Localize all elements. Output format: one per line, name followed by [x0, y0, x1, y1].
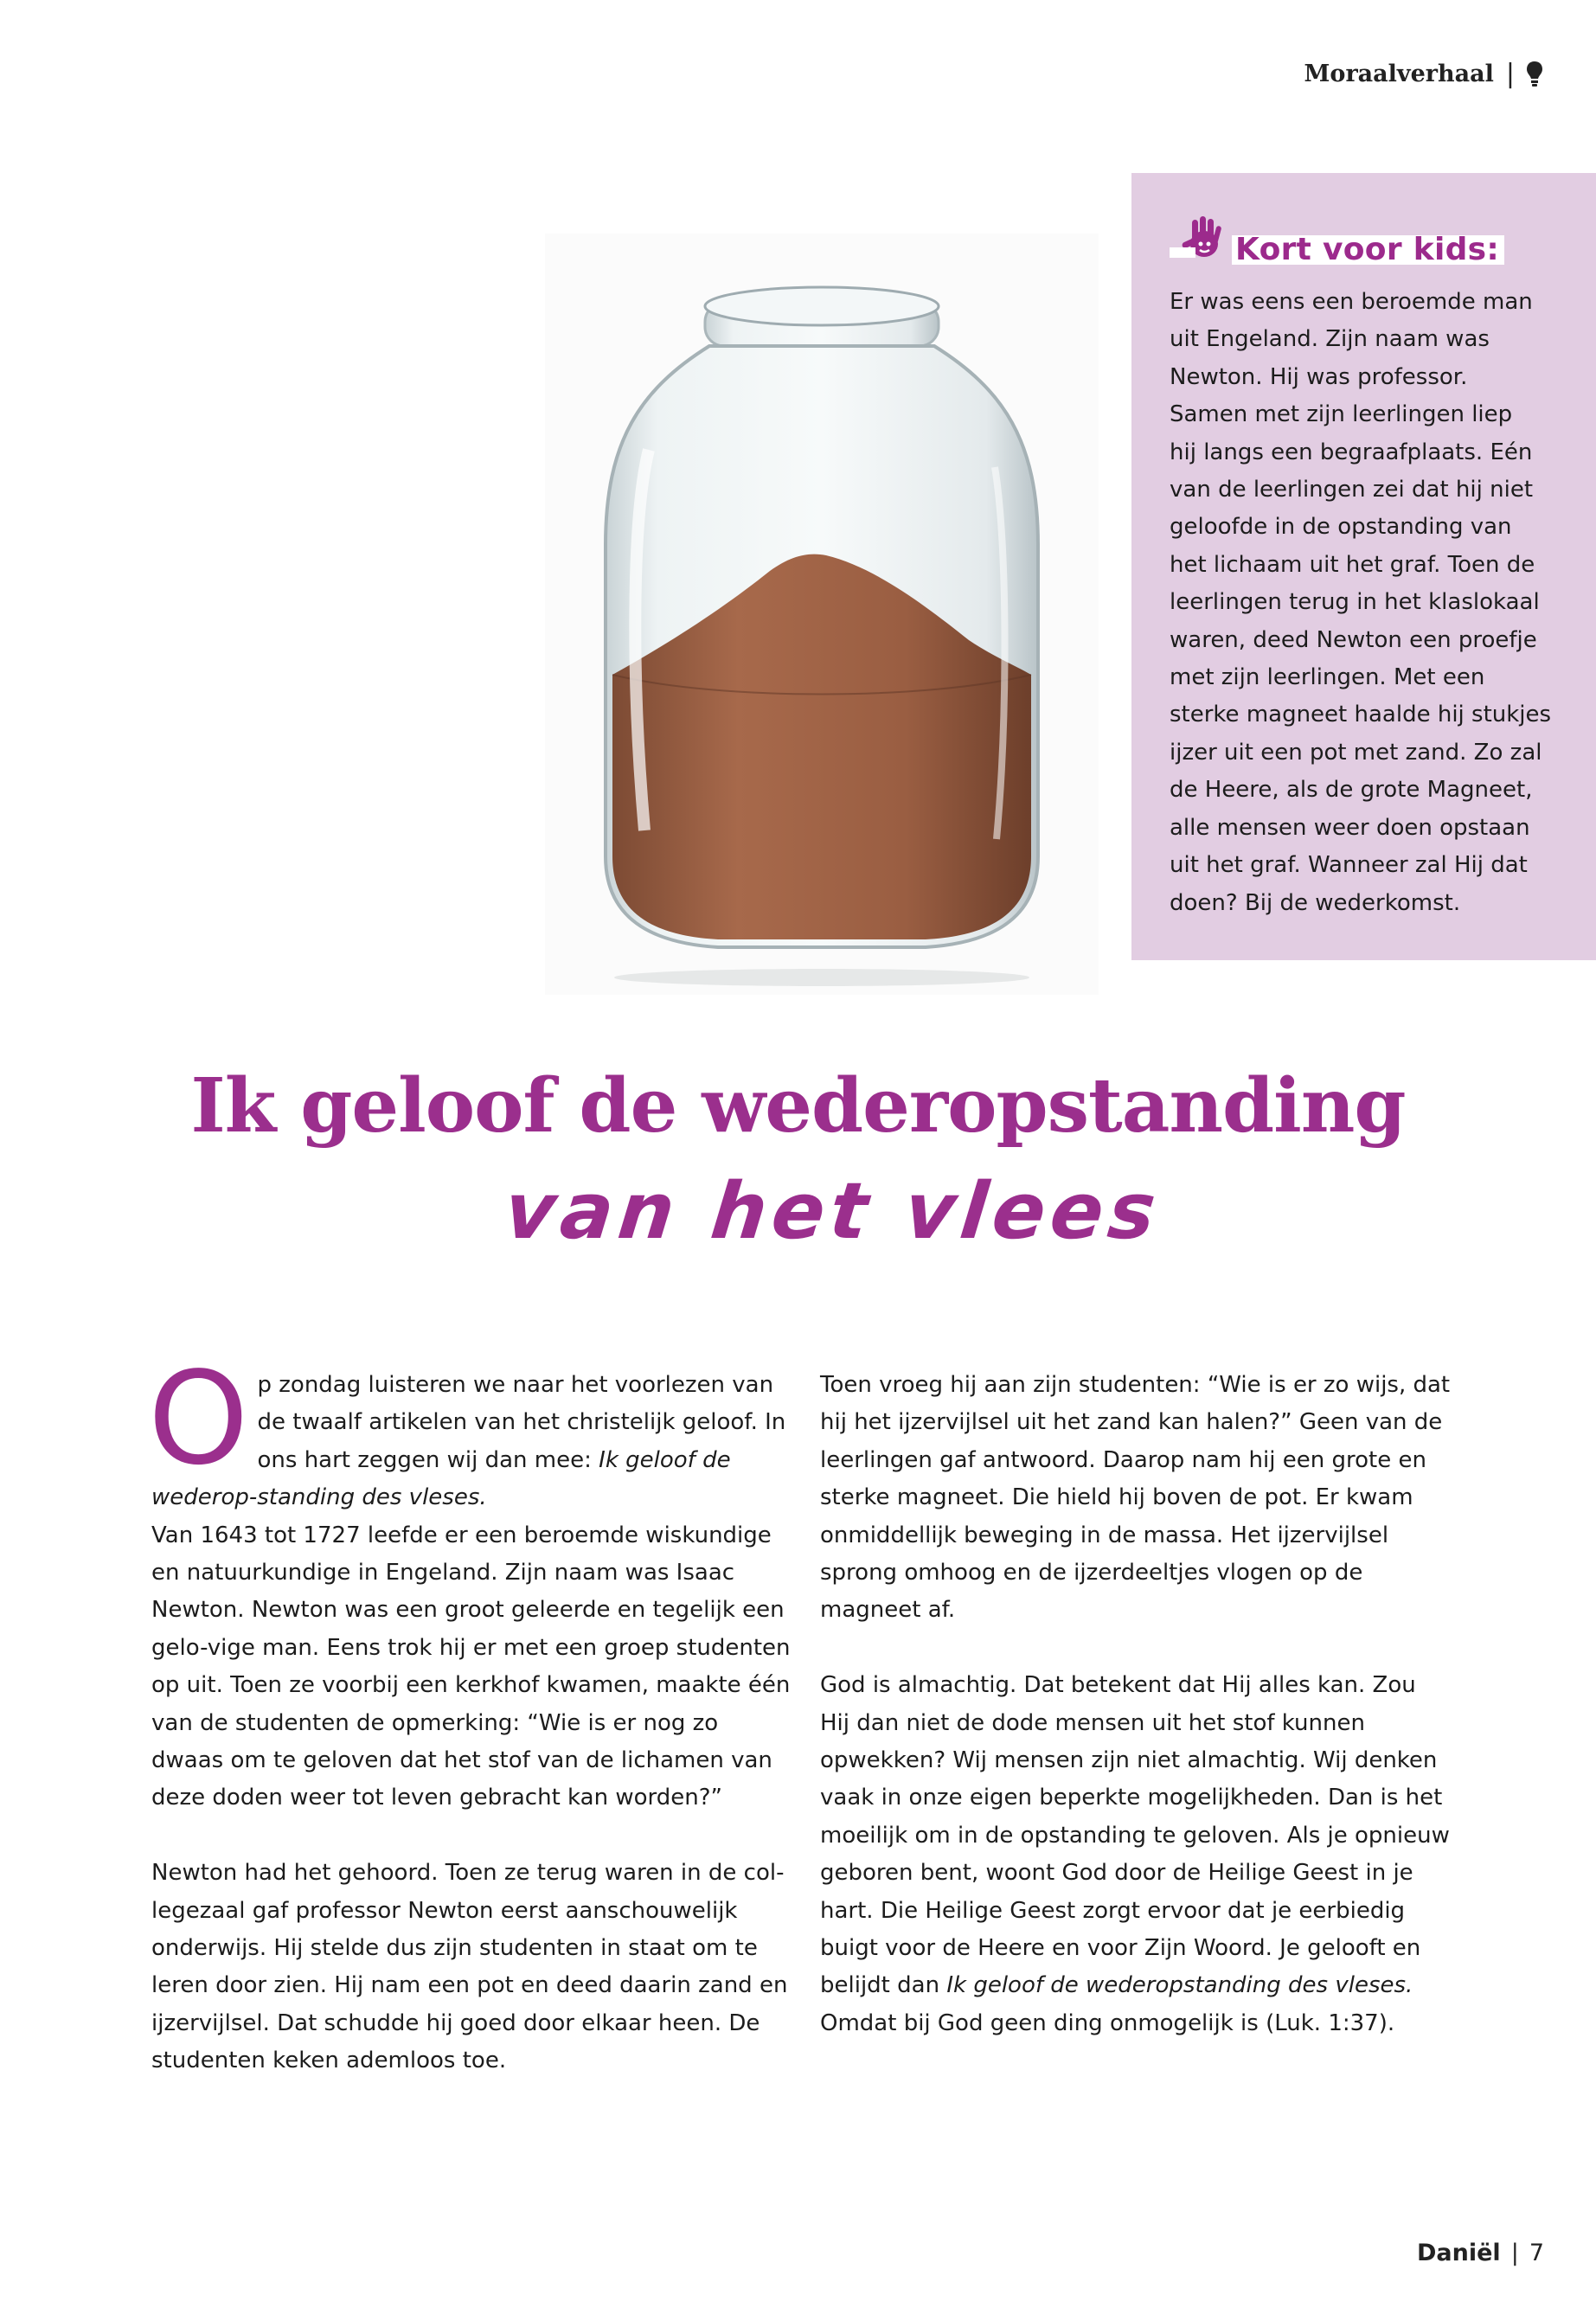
- paragraph-intro-text: p zondag luisteren we naar het voorlezen van de twaalf artikelen van het christelijk geloof. In ons hart zeggen wij dan mee:: [257, 1372, 786, 1473]
- drop-cap: O: [148, 1344, 249, 1493]
- magazine-name: Daniël: [1417, 2240, 1501, 2266]
- paragraph-intro: [148, 1344, 792, 1517]
- paragraph-conclusion-end: Omdat bij God geen ding onmogelijk is (Luk. 1:37).: [820, 2009, 1395, 2036]
- kids-box-header: [1170, 215, 1561, 265]
- paragraph-conclusion-text: God is almachtig. Dat betekent dat Hij alles kan. Zou Hij dan niet de dode mensen uit het stof kunnen opwekken? Wij mensen zijn niet almachtig. Wij denken vaak in onze eigen beperkte mogelijkheden. Dan is het moeilijk om in de opstanding te geloven. Als je opnieuw geboren bent, woont God door de Heilige Geest in je hart. Die Heilige Geest zorgt ervoor dat je eerbiedig buigt voor de Heere en voor Zijn Woord. Je gelooft en belijdt dan: [820, 1672, 1450, 1999]
- paragraph-newton: Van 1643 tot 1727 leefde er een beroemde wiskundige en natuurkundige in Engeland. Zijn naam was Isaac Newton. Newton was een groot geleerde en tegelijk een gelo-vige man. Eens trok hij er met een groep studenten op uit. Toen ze voorbij een kerkhof kwamen, maakte één van de studenten de opmerking: “Wie is er nog zo dwaas om te geloven dat het stof van de lichamen van deze doden weer tot leven gebracht kan worden?”: [151, 1522, 791, 1811]
- page-number: 7: [1529, 2240, 1544, 2266]
- footer-separator: |: [1510, 2240, 1519, 2266]
- article-subtitle: van het vlees: [500, 1166, 1165, 1257]
- quote-creed: Ik geloof de wederop-standing des vleses.: [151, 1446, 731, 1511]
- section-header: [1304, 59, 1542, 89]
- kids-box-title: Kort voor kids:: [1232, 235, 1504, 265]
- paragraph-lecture: Newton had het gehoord. Toen ze terug waren in de col-legezaal gaf professor Newton eerst aanschouwelijk onderwijs. Hij stelde dus zijn studenten in staat om te leren door zien. Hij nam een pot en deed daarin zand en ijzervijlsel. Dat schudde hij goed door elkaar heen. De studenten keken ademloos toe.: [151, 1860, 788, 2074]
- quote-creed-2: Ik geloof de wederopstanding des vleses.: [946, 1972, 1413, 1999]
- kids-box: [1131, 173, 1596, 960]
- paragraph-conclusion: [820, 1667, 1452, 2042]
- article-title: Ik geloof de wederopstanding: [190, 1062, 1406, 1150]
- jar-with-sand-photo: [545, 234, 1099, 995]
- paragraph-magnet: Toen vroeg hij aan zijn studenten: “Wie is er zo wijs, dat hij het ijzervijlsel uit het zand kan halen?” Geen van de leerlingen gaf antwoord. Daarop nam hij een grote en sterke magneet. Die hield hij boven de pot. Er kwam onmiddellijk beweging in de massa. Het ijzervijlsel sprong omhoog en de ijzerdeeltjes vlogen op de magneet af.: [820, 1372, 1451, 1624]
- section-title: Moraalverhaal: [1304, 61, 1494, 87]
- article-column-right: [820, 1367, 1452, 2080]
- hand-icon: [1170, 215, 1230, 265]
- lightbulb-icon: [1527, 61, 1542, 88]
- kids-box-text: Er was eens een beroemde man uit Engeland. Zijn naam was Newton. Hij was professor. Samen met zijn leerlingen liep hij langs een begraafplaats. Eén van de leerlingen zei dat hij niet geloofde in de opstanding van het lichaam uit het graf. Toen de leerlingen terug in het klaslokaal waren, deed Newton een proefje met zijn leerlingen. Met een sterke magneet haalde hij stukjes ijzer uit een pot met zand. Zo zal de Heere, als de grote Magneet, alle mensen weer doen opstaan uit het graf. Wanneer zal Hij dat doen? Bij de wederkomst.: [1170, 289, 1552, 916]
- page-footer: [1417, 2240, 1544, 2266]
- header-separator: |: [1505, 59, 1515, 89]
- article-column-left: [148, 1344, 792, 2118]
